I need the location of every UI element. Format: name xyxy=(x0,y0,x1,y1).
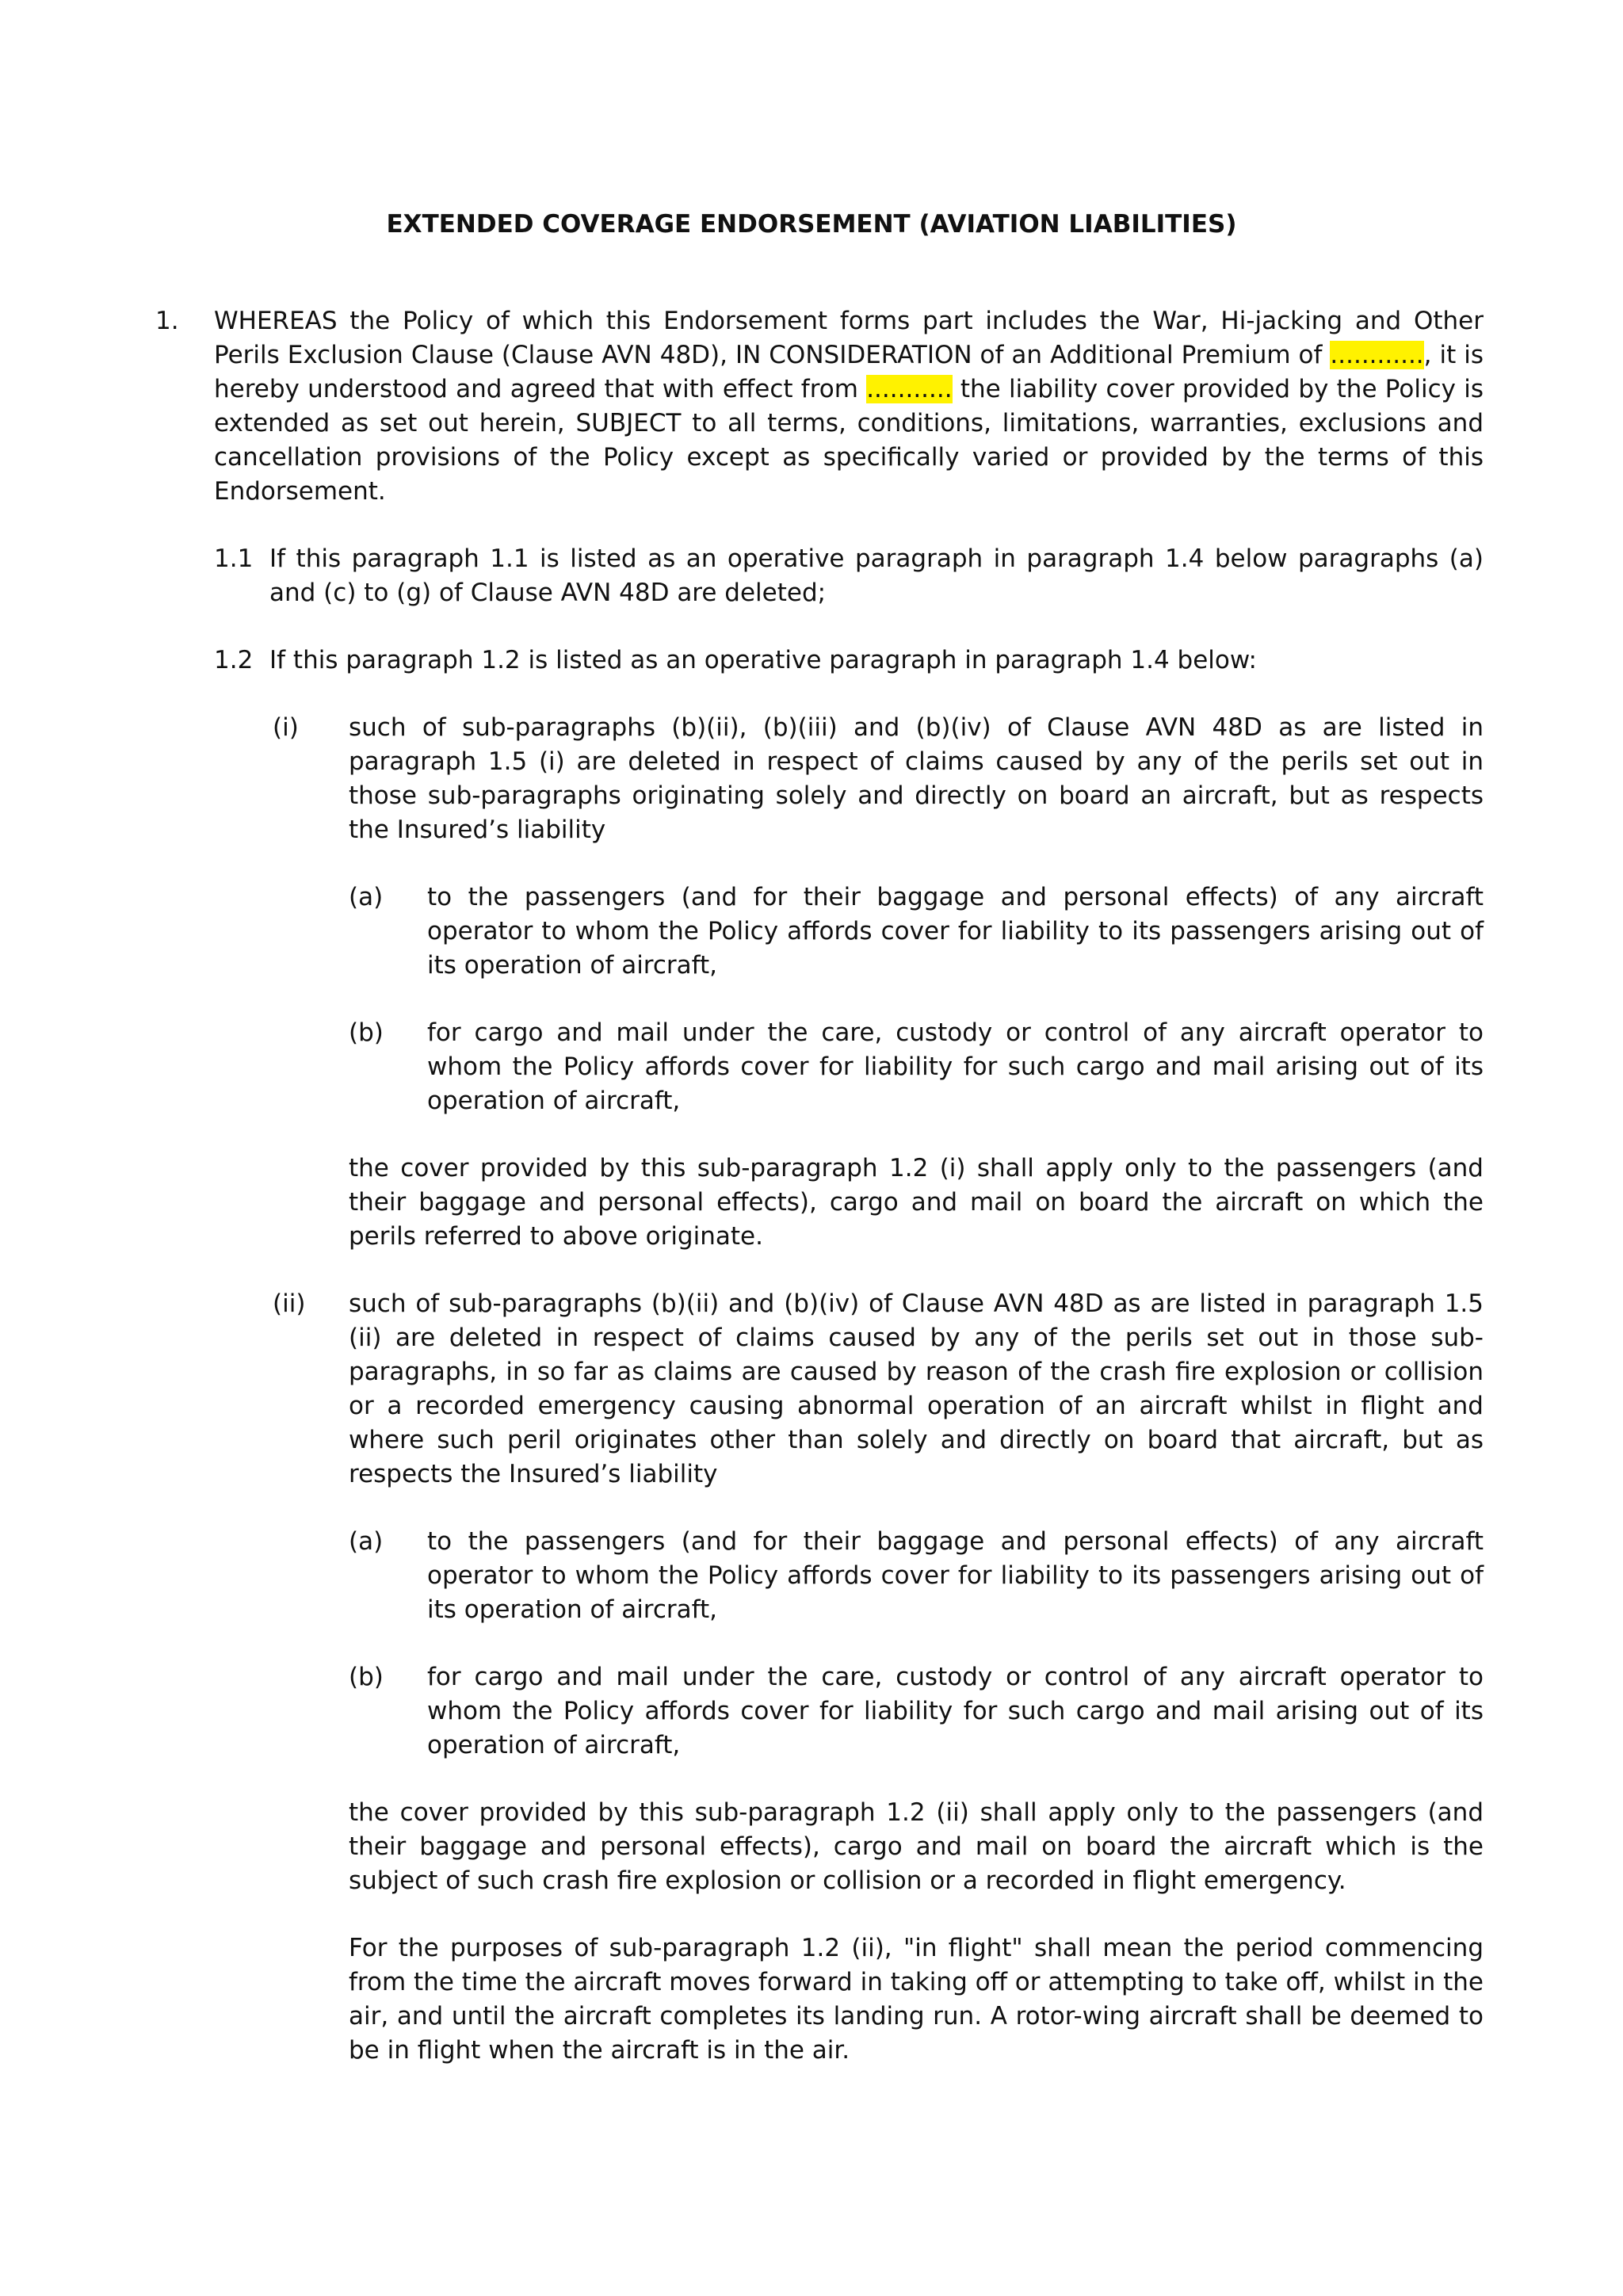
paragraph-text: to the passengers (and for their baggage and personal effects) of any aircraft operator to whom the Policy affords cover for liability to its passengers arising out of its operation of aircraft, xyxy=(427,883,1484,980)
paragraph-1-1 xyxy=(155,542,1484,610)
paragraph-1-2-ii-b xyxy=(155,1660,1484,1763)
paragraph-number: 1. xyxy=(155,307,179,335)
paragraph-1-2-i-b xyxy=(155,1016,1484,1118)
paragraph-number: (a) xyxy=(349,1527,384,1556)
paragraph-text: For the purposes of sub-paragraph 1.2 (ii), "in flight" shall mean the period commencing from the time the aircraft moves forward in taking off or attempting to take off, whilst in the air, and until the aircraft completes its landing run. A rotor-wing aircraft shall be deemed to be in flight when the aircraft is in the air. xyxy=(349,1934,1484,2065)
paragraph-text: such of sub-paragraphs (b)(ii) and (b)(iv) of Clause AVN 48D as are listed in paragraph 1.5 (ii) are deleted in respect of claims caused by any of the perils set out in those sub-paragraphs, in so far as claims are caused by reason of the crash fire explosion or collision or a recorded emergency causing abnormal operation of an aircraft whilst in flight and where such peril originates other than solely and directly on board that aircraft, but as respects the Insured’s liability xyxy=(349,1289,1484,1488)
in-flight-definition xyxy=(155,1931,1484,2068)
paragraph-1-2 xyxy=(155,644,1484,678)
paragraph-1-2-i xyxy=(155,711,1484,847)
paragraph-text: such of sub-paragraphs (b)(ii), (b)(iii) and (b)(iv) of Clause AVN 48D as are listed in paragraph 1.5 (i) are deleted in respect of claims caused by any of the perils set out in those sub-paragraphs originating solely and directly on board an aircraft, but as respects the Insured’s liability xyxy=(349,713,1484,844)
document-title: EXTENDED COVERAGE ENDORSEMENT (AVIATION LIABILITIES) xyxy=(386,210,1237,239)
paragraph-1-2-i-closing xyxy=(155,1152,1484,1254)
paragraph-1-2-i-a xyxy=(155,881,1484,983)
paragraph-number: 1.2 xyxy=(214,646,254,674)
paragraph-number: (a) xyxy=(349,883,384,911)
paragraph-text: WHEREAS the Policy of which this Endorsement forms part includes the War, Hi-jacking and Other Perils Exclusion Clause (Clause AVN 48D), IN CONSIDERATION of an Additional Premium of ............, it is hereby understood and agreed that with effect from ........... the liability cover provided by the Policy is extended as set out herein, SUBJECT to all terms, conditions, limitations, warranties, exclusions and cancellation provisions of the Policy except as specifically varied or provided by the terms of this Endorsement. xyxy=(214,307,1484,506)
paragraph-text: the cover provided by this sub-paragraph 1.2 (i) shall apply only to the passengers (and their baggage and personal effects), cargo and mail on board the aircraft on which the perils referred to above originate. xyxy=(349,1154,1484,1251)
paragraph-1-2-ii xyxy=(155,1287,1484,1492)
paragraph-text: the cover provided by this sub-paragraph 1.2 (ii) shall apply only to the passengers (and their baggage and personal effects), cargo and mail on board the aircraft which is the subject of such crash fire explosion or collision or a recorded in flight emergency. xyxy=(349,1798,1484,1895)
premium-blank[interactable]: ............ xyxy=(1330,341,1424,369)
paragraph-number: (i) xyxy=(273,713,299,742)
document-body xyxy=(155,304,1484,2068)
paragraph-text: If this paragraph 1.1 is listed as an operative paragraph in paragraph 1.4 below paragraphs (a) and (c) to (g) of Clause AVN 48D are deleted; xyxy=(269,544,1484,607)
paragraph-text: for cargo and mail under the care, custody or control of any aircraft operator to whom the Policy affords cover for liability for such cargo and mail arising out of its operation of aircraft, xyxy=(427,1018,1484,1115)
paragraph-1 xyxy=(155,304,1484,509)
paragraph-number: (b) xyxy=(349,1018,384,1047)
paragraph-text: to the passengers (and for their baggage and personal effects) of any aircraft operator to whom the Policy affords cover for liability to its passengers arising out of its operation of aircraft, xyxy=(427,1527,1484,1624)
paragraph-number: (ii) xyxy=(273,1289,306,1318)
paragraph-1-2-ii-closing xyxy=(155,1796,1484,1898)
effective-date-blank[interactable]: ........... xyxy=(866,375,953,403)
paragraph-number: (b) xyxy=(349,1663,384,1691)
paragraph-text: for cargo and mail under the care, custody or control of any aircraft operator to whom the Policy affords cover for liability for such cargo and mail arising out of its operation of aircraft, xyxy=(427,1663,1484,1759)
paragraph-text: If this paragraph 1.2 is listed as an operative paragraph in paragraph 1.4 below: xyxy=(269,646,1257,674)
paragraph-1-2-ii-a xyxy=(155,1525,1484,1627)
paragraph-number: 1.1 xyxy=(214,544,254,573)
